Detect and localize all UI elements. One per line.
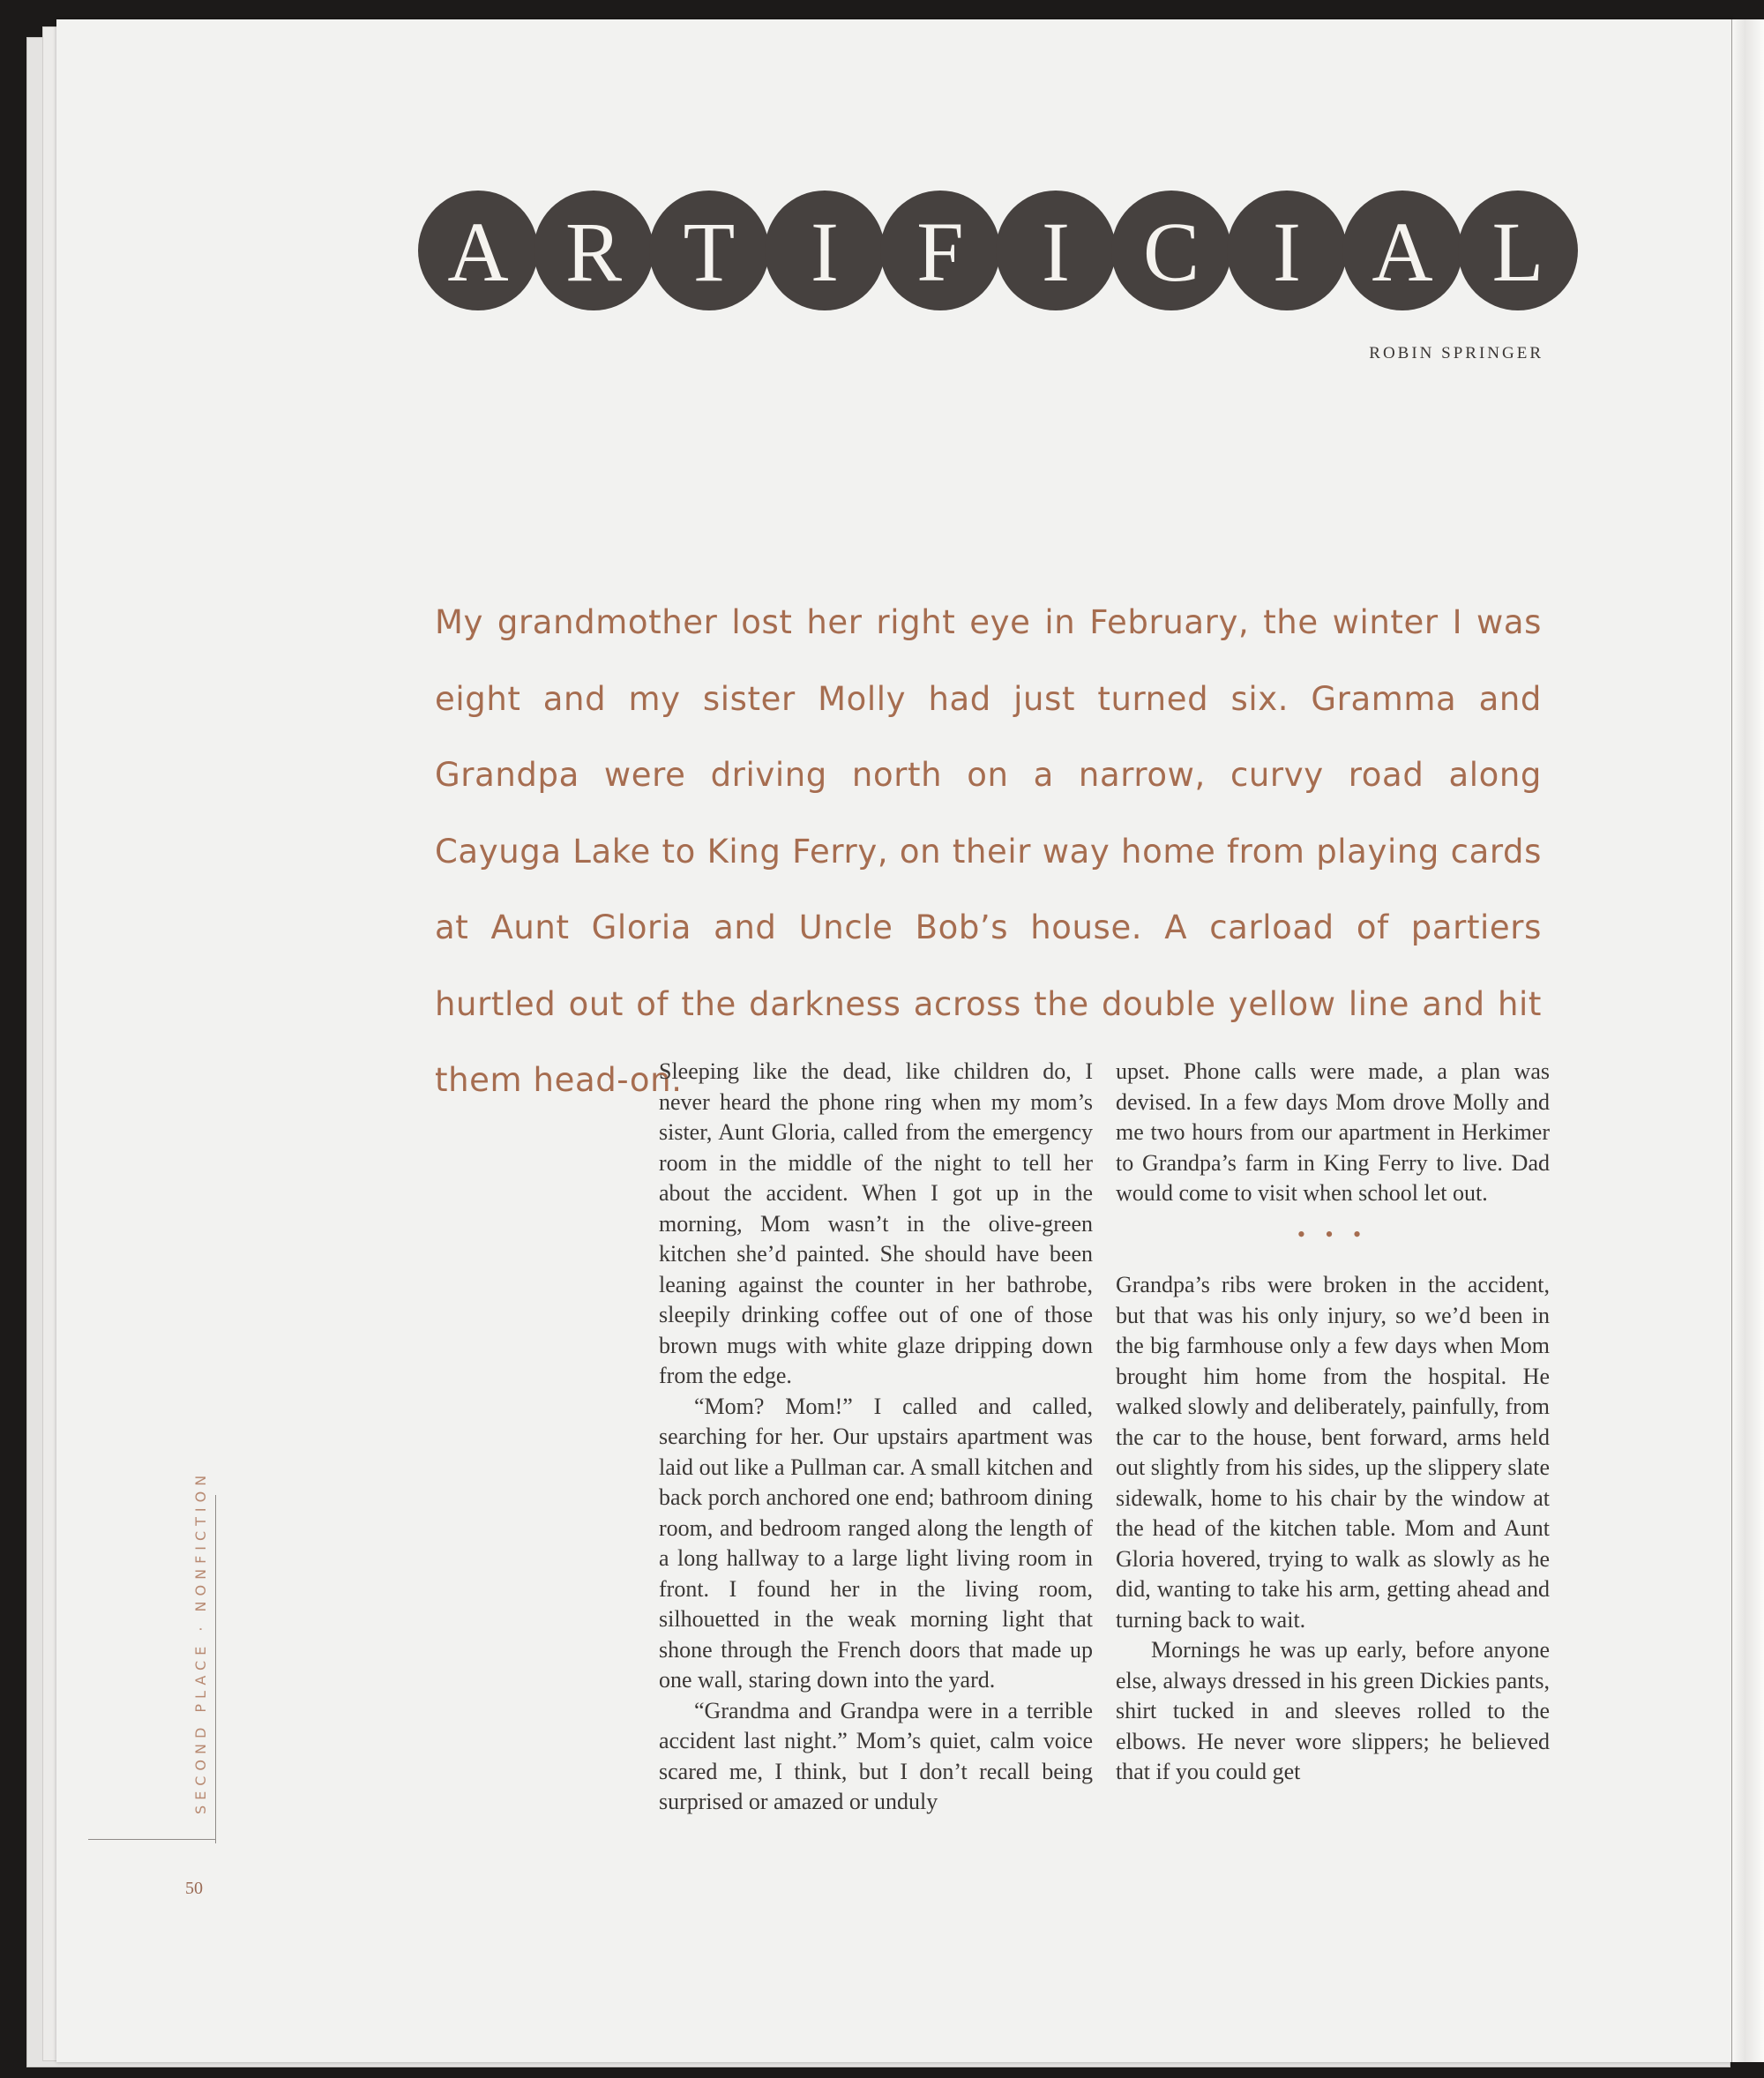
author-byline: ROBIN SPRINGER (1369, 344, 1544, 363)
body-column-left (659, 1057, 1093, 1818)
title-letter-circle: C (1111, 191, 1231, 310)
body-column-right (1116, 1057, 1550, 1788)
title-letter-circle: R (534, 191, 654, 310)
body-paragraph: upset. Phone calls were made, a plan was devised. In a few days Mom drove Molly and me two hours from our apartment in Herkimer to Grandpa’s farm in King Ferry to live. Dad would come to visit when school let out. (1116, 1058, 1550, 1206)
title-letter-circle: F (880, 191, 1000, 310)
title-letter-circle: I (765, 191, 885, 310)
title-letter-circle: L (1458, 191, 1578, 310)
title-letter-circle: A (1342, 191, 1462, 310)
body-paragraph: “Grandma and Grandpa were in a terrible accident last night.” Mom’s quiet, calm voice scared me, I think, but I don’t recall being surprised or amazed or unduly (659, 1697, 1093, 1814)
title-letter-circle: T (649, 191, 769, 310)
title-artificial (418, 191, 1573, 310)
body-paragraph: Mornings he was up early, before anyone else, always dressed in his green Dickies pants, shirt tucked in and sleeves rolled to the elbows. He never wore slippers; he believed that if you could get (1116, 1637, 1550, 1784)
body-paragraph: Sleeping like the dead, like children do, I never heard the phone ring when my mom’s sister, Aunt Gloria, called from the emergency room in the middle of the night to tell her about the accident. When I got up in the morning, Mom wasn’t in the olive-green kitchen she’d painted. She should have been leaning against the counter in her bathrobe, sleepily drinking coffee out of one of those brown mugs with white glaze dripping down from the edge. (659, 1058, 1093, 1388)
section-label-text: SECOND PLACE · NONFICTION (192, 1469, 209, 1814)
lead-paragraph: My grandmother lost her right eye in February, the winter I was eight and my sister Molly had just turned six. Gramma and Grandpa were driving north on a narrow, curvy road along Cayuga Lake to King Ferry, on their way home from playing cards at Aunt Gloria and Uncle Bob’s house. A carload of partiers hurtled out of the darkness across the double yellow line and hit them head-on. (435, 603, 1542, 1099)
body-paragraph: “Mom? Mom!” I called and called, searching for her. Our upstairs apartment was laid out like a Pullman car. A small kitchen and back porch anchored one end; bathroom dining room, and bedroom ranged along the length of a long hallway to a large light living room in front. I found her in the living room, silhouetted in the weak morning light that shone through the French doors that made up one wall, staring down into the yard. (659, 1393, 1093, 1693)
section-break: • • • (1297, 1221, 1369, 1247)
body-paragraph: Grandpa’s ribs were broken in the accident, but that was his only injury, so we’d been in the big farmhouse only a few days when Mom brought him home from the hospital. He walked slowly and deliberately, painfully, from the car to the house, bent forward, arms held out slightly from his sides, up the slippery slate sidewalk, home to his chair by the window at the head of the kitchen table. Mom and Aunt Gloria hovered, trying to walk as slowly as he did, wanting to take his arm, getting ahead and turning back to wait. (1116, 1272, 1550, 1633)
facing-page-edge (1732, 19, 1764, 2062)
title-letter-circle: I (1227, 191, 1347, 310)
base-rule (88, 1839, 216, 1840)
title-letter-circle: A (418, 191, 538, 310)
page-number: 50 (185, 1879, 203, 1898)
title-letter-circle: I (996, 191, 1116, 310)
side-rule (215, 1495, 216, 1843)
